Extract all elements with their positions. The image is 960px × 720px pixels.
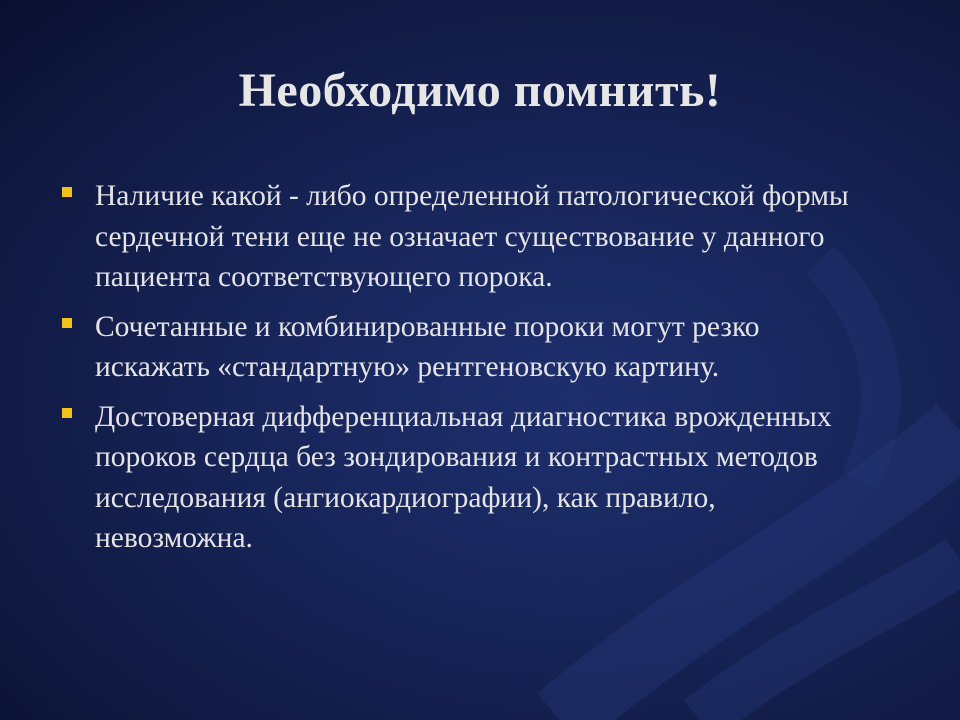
bullet-text: Наличие какой - либо определенной патологической формы сердечной тени еще не означает существование у данного пациента соответствующего порока. — [95, 180, 849, 293]
square-bullet-icon — [62, 187, 72, 197]
square-bullet-icon — [62, 408, 72, 418]
bullet-text: Сочетанные и комбинированные пороки могут резко искажать «стандартную» рентгеновскую картину. — [95, 310, 760, 383]
bullet-text: Достоверная дифференциальная диагностика врожденных пороков сердца без зондирования и контрастных методов исследования (ангиокардиографии), как правило, невозможна. — [95, 400, 832, 554]
square-bullet-icon — [62, 318, 72, 328]
bullet-item — [62, 397, 862, 559]
bullet-list — [62, 176, 862, 568]
bullet-item — [62, 307, 862, 388]
slide-title: Необходимо помнить! — [238, 64, 722, 117]
bullet-item — [62, 176, 862, 298]
